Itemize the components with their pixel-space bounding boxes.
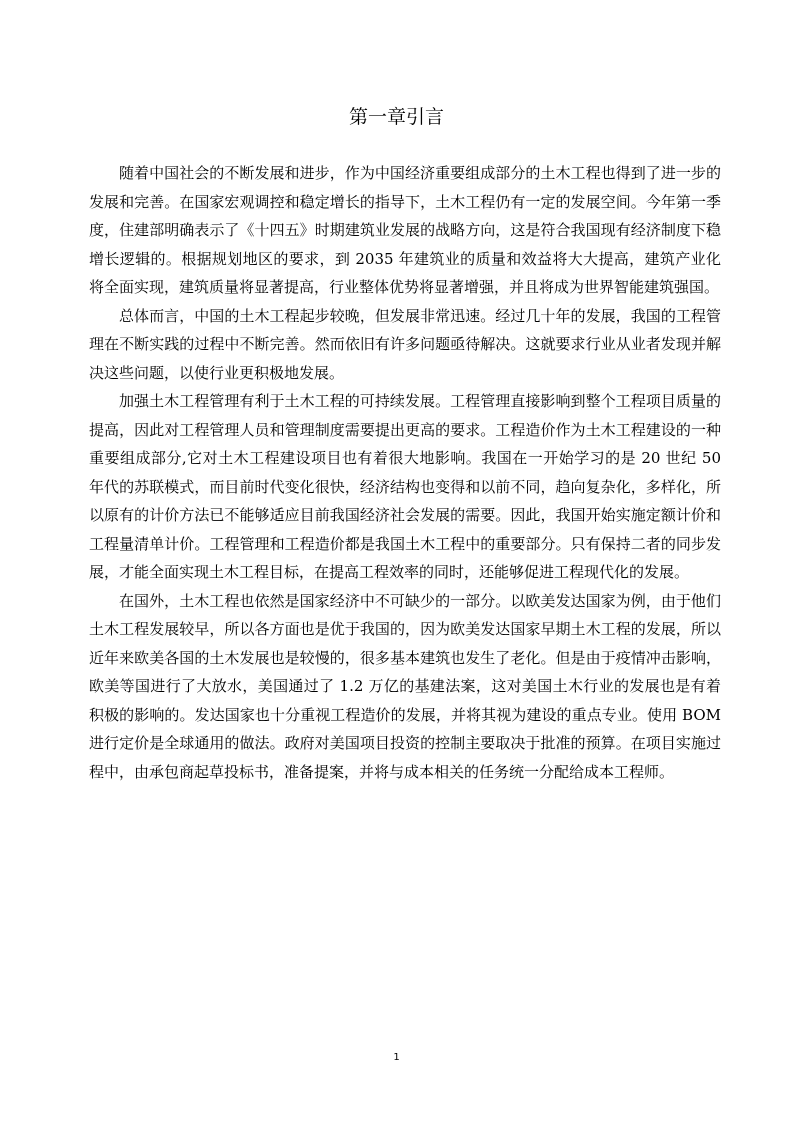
body-text [89, 159, 721, 786]
paragraph-3: 加强土木工程管理有利于土木工程的可持续发展。工程管理直接影响到整个工程项目质量的提高，因此对工程管理人员和管理制度需要提出更高的要求。工程造价作为土木工程建设的一种重要组成部分,它对土木工程建设项目也有着很大地影响。我国在一开始学习的是 20 世纪 50 年代的苏联模式，而目前时代变化很快，经济结构也变得和以前不同，趋向复杂化，多样化，所以原有的计价方法已不能够适应目前我国经济社会发展的需要。因此，我国开始实施定额计价和工程量清单计价。工程管理和工程造价都是我国土木工程中的重要部分。只有保持二者的同步发展，才能全面实现土木工程目标，在提高工程效率的同时，还能够促进工程现代化的发展。 [89, 392, 721, 581]
paragraph-4: 在国外，土木工程也依然是国家经济中不可缺少的一部分。以欧美发达国家为例，由于他们土木工程发展较早，所以各方面也是优于我国的，因为欧美发达国家早期土木工程的发展，所以近年来欧美各国的土木发展也是较慢的，很多基本建筑也发生了老化。但是由于疫情冲击影响，欧美等国进行了大放水，美国通过了 1.2 万亿的基建法案，这对美国土木行业的发展也是有着积极的影响的。发达国家也十分重视工程造价的发展，并将其视为建设的重点专业。使用 BOM 进行定价是全球通用的做法。政府对美国项目投资的控制主要取决于批准的预算。在项目实施过程中，由承包商起草投标书，准备提案，并将与成本相关的任务统一分配给成本工程师。 [89, 591, 721, 781]
paragraph-1: 随着中国社会的不断发展和进步，作为中国经济重要组成部分的土木工程也得到了进一步的发展和完善。在国家宏观调控和稳定增长的指导下，土木工程仍有一定的发展空间。今年第一季度，住建部明确表示了《十四五》时期建筑业发展的战略方向，这是符合我国现有经济制度下稳增长逻辑的。根据规划地区的要求，到 2035 年建筑业的质量和效益将大大提高，建筑产业化将全面实现，建筑质量将显著提高，行业整体优势将显著增强，并且将成为世界智能建筑强国。 [89, 164, 721, 296]
page-number: 1 [393, 1052, 400, 1063]
paragraph-2: 总体而言，中国的土木工程起步较晚，但发展非常迅速。经过几十年的发展，我国的工程管理在不断实践的过程中不断完善。然而依旧有许多问题亟待解决。这就要求行业从业者发现并解决这些问题，以使行业更积极地发展。 [89, 306, 721, 382]
chapter-title: 第一章引言 [348, 106, 444, 128]
